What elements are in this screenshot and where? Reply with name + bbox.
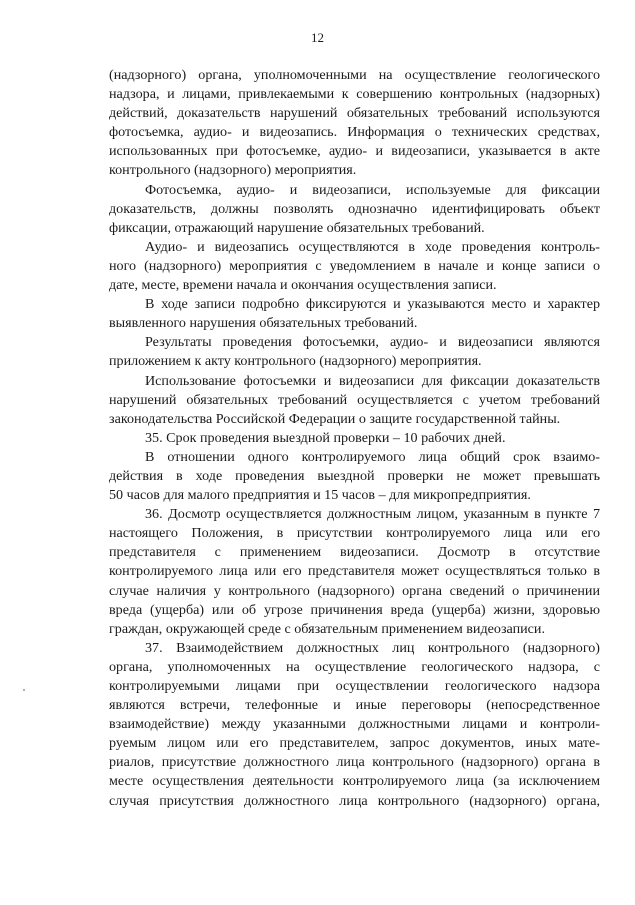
text-line: В отношении одного контролируемого лица общий срок взаимо- (145, 448, 600, 465)
text-line: Аудио- и видеозапись осуществляются в ходе проведения контроль- (145, 238, 600, 255)
text-line: 37. Взаимодействием должностных лиц контрольного (надзорного) (145, 639, 600, 656)
text-line: ного (надзорного) мероприятия с уведомлением в начале и конце записи о (109, 257, 600, 274)
text-line: Результаты проведения фотосъемки, аудио- и видеозаписи являются (145, 334, 600, 351)
text-line: контрольного (надзорного) мероприятия. (109, 162, 357, 179)
text-line: фиксации, отражающий нарушение обязательных требований. (109, 219, 485, 236)
text-line: риалов, присутствие должностного лица контрольного (надзорного) органа в (109, 754, 600, 771)
page-number: 12 (311, 30, 324, 45)
text-line: контролируемого лица или его представителя может осуществляться только в (109, 563, 600, 580)
text-line: дате, месте, времени начала и окончания осуществления записи. (109, 277, 497, 294)
text-line: случае наличия у контрольного (надзорного) органа сведений о причинении (109, 582, 600, 599)
text-line: приложением к акту контрольного (надзорного) мероприятия. (109, 353, 482, 370)
text-line: органа, уполномоченных на осуществление геологического надзора, с (109, 658, 600, 675)
text-line: доказательств, должны позволять однозначно идентифицировать объект (109, 200, 600, 217)
text-line: руемым лицом или его представителем, запрос документов, иных мате- (109, 735, 600, 752)
text-line: (надзорного) органа, уполномоченными на осуществление геологического (109, 67, 600, 83)
text-line: законодательства Российской Федерации о защите государственной тайны. (109, 410, 561, 427)
text-line: Фотосъемка, аудио- и видеозаписи, используемые для фиксации (145, 181, 600, 198)
text-line: являются встречи, телефонные и иные переговоры (непосредственное (109, 697, 600, 714)
text-line: выявленного нарушения обязательных требований. (109, 315, 418, 332)
text-line: 50 часов для малого предприятия и 15 часов – для микропредприятия. (109, 487, 531, 504)
scan-speck (23, 689, 25, 691)
text-line: контролируемыми лицами при осуществлении геологического надзора (109, 678, 600, 694)
text-line: действий, доказательств нарушений обязательных требований используются (109, 105, 600, 122)
text-line: действия в ходе проведения выездной проверки не может превышать (109, 467, 600, 484)
text-line: месте осуществления деятельности контролируемого лица (за исключением (109, 773, 600, 790)
text-line: 36. Досмотр осуществляется должностным лицом, указанным в пункте 7 (145, 506, 600, 523)
text-line: использованных при фотосъемке, аудио- и видеозаписи, указывается в акте (109, 143, 600, 160)
document-body (109, 66, 600, 811)
text-line: В ходе записи подробно фиксируются и указываются место и характер (145, 296, 600, 313)
text-line: случая присутствия должностного лица контрольного (надзорного) органа, (109, 792, 600, 809)
text-line: настоящего Положения, в присутствии контролируемого лица или его (109, 525, 600, 542)
text-line: взаимодействие) между указанными должностными лицами и контроли- (109, 716, 600, 733)
text-line: фотосъемка, аудио- и видеозапись. Информация о технических средствах, (109, 124, 600, 141)
text-line: надзора, и лицами, привлекаемыми к совершению контрольных (надзорных) (109, 86, 600, 103)
text-line: вреда (ущерба) или об угрозе причинения вреда (ущерба) жизни, здоровью (109, 601, 600, 618)
text-line: 35. Срок проведения выездной проверки – 10 рабочих дней. (145, 429, 506, 446)
text-line: представителя с применением видеозаписи. Досмотр в отсутствие (109, 544, 600, 561)
text-line: нарушений обязательных требований осуществляется с учетом требований (109, 391, 600, 408)
text-line: Использование фотосъемки и видеозаписи для фиксации доказательств (145, 372, 600, 389)
text-line: граждан, окружающей среде с обязательным применением видеозаписи. (109, 620, 545, 637)
